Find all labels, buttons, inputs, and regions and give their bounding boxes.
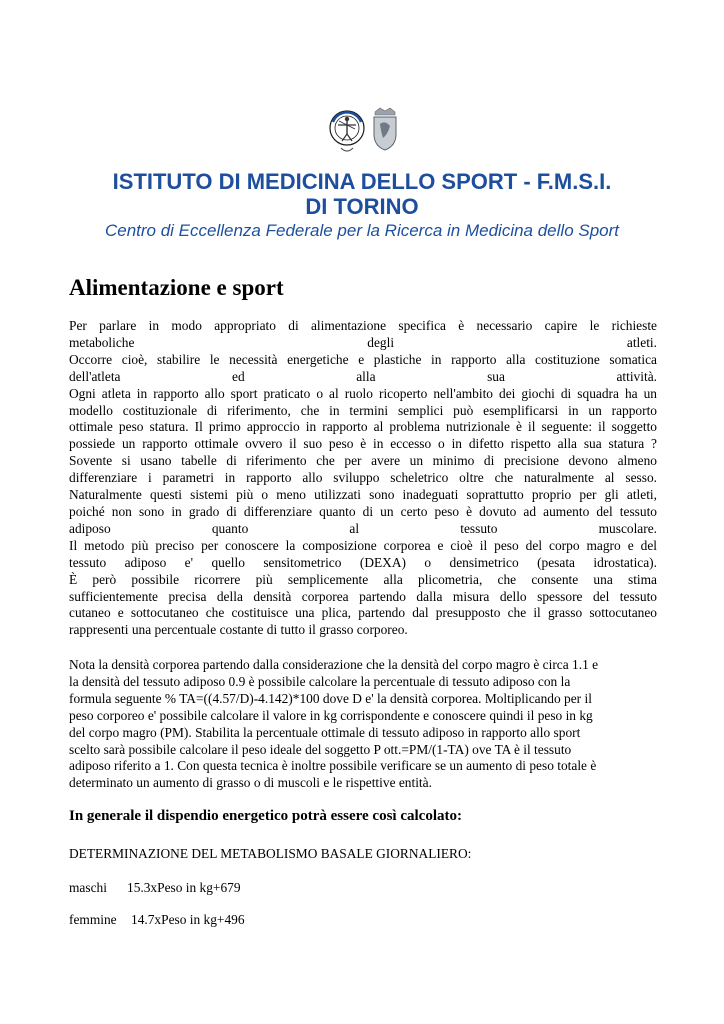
paragraph-line: È però possibile ricorrere più semplicemente alla plicometria, che consente una stima [69, 571, 657, 587]
paragraph-line: Ogni atleta in rapporto allo sport praticato o al ruolo ricoperto nell'ambito dei giochi di squadra ha un [69, 385, 657, 401]
paragraph-line: Occorre cioè, stabilire le necessità energetiche e plastiche in rapporto alla costituzione somatica [69, 351, 657, 367]
paragraph-line: Per parlare in modo appropriato di alimentazione specifica è necessario capire le richieste [69, 318, 657, 333]
paragraph-line: dell'atleta ed alla sua attività. [69, 368, 657, 384]
document-title: Alimentazione e sport [69, 275, 284, 300]
paragraph-line: scelto sarà possibile calcolare il peso ideale del soggetto P ott.=PM/(1-TA) ove TA è il tessuto [69, 741, 572, 757]
paragraph-line: determinato un aumento di grasso o di muscoli e le rispettive entità. [69, 775, 432, 791]
paragraph-line: adiposo riferito a 1. Con questa tecnica è inoltre possibile verificare se un aumento di peso totale è [69, 758, 597, 774]
institute-title-line1: ISTITUTO DI MEDICINA DELLO SPORT - F.M.S.I. [112, 169, 612, 194]
paragraph-line: modello costituzionale di riferimento, che in termini semplici può esemplificarsi in un rapporto [69, 402, 657, 418]
formula-row-female [69, 911, 245, 928]
paragraph-line: metaboliche degli atleti. [69, 334, 657, 350]
formula-label-female: femmine [69, 912, 117, 927]
paragraph-line: cutaneo e sottocutaneo che costituisce una plica, partendo dal presupposto che il grasso sottocutaneo [69, 605, 657, 621]
paragraph-density-formula [69, 657, 657, 792]
header-logos [0, 106, 724, 162]
paragraph-line: Nota la densità corporea partendo dalla considerazione che la densità del corpo magro è circa 1.1 e [69, 657, 599, 672]
paragraph-line: differenziare i parametri in rapporto allo sviluppo scheletrico oltre che naturalmente al sesso. [69, 470, 657, 486]
formula-value-female: 14.7xPeso in kg+496 [131, 912, 245, 927]
torino-crest-icon [371, 106, 399, 152]
paragraph-line: ottimale peso statura. Il primo approccio in rapporto al problema nutrizionale è il seguente: il soggetto [69, 419, 657, 435]
formula-label-male: maschi [69, 880, 107, 895]
paragraph-line: del corpo magro (PM). Stabilita la percentuale ottimale di tessuto adiposo in rapporto allo sport [69, 724, 581, 740]
paragraph-line: poiché non sono in grado di differenziare quanto di un certo peso è dovuto ad aumento del tessuto [69, 503, 657, 519]
paragraph-line: sufficientemente precisa della densità corporea partendo dalla misura dello spessore del tessuto [69, 588, 657, 604]
institute-title-line2: DI TORINO [305, 194, 419, 219]
fmsi-vitruvian-logo-icon [328, 106, 366, 156]
paragraph-line: Il metodo più preciso per conoscere la composizione corporea e cioè il peso del corpo magro e del [69, 537, 657, 553]
basal-metabolism-heading: DETERMINAZIONE DEL METABOLISMO BASALE GIORNALIERO: [69, 846, 472, 861]
paragraph-line: Sovente si usano tabelle di riferimento che per avere un minimo di precisione devono almeno [69, 453, 657, 469]
energy-expenditure-heading: In generale il dispendio energetico potrà essere così calcolato: [69, 808, 462, 824]
paragraph-line: formula seguente % TA=((4.57/D)-4.142)*100 dove D e' la densità corporea. Moltiplicando per il [69, 690, 592, 706]
formula-value-male: 15.3xPeso in kg+679 [127, 880, 241, 895]
formula-row-male [69, 879, 241, 896]
paragraph-line: possiede un rapporto ottimale ovvero il suo peso è in eccesso o in difetto rispetto alla sua statura ? [69, 436, 657, 452]
paragraph-line: tessuto adiposo e' quello sensitometrico (DEXA) o densimetrico (pesata idrostatica). [69, 554, 657, 570]
paragraph-line: Naturalmente questi sistemi più o meno utilizzati sono inadeguati soprattutto proprio per gli atleti, [69, 487, 657, 503]
paragraph-line: adiposo quanto al tessuto muscolare. [69, 520, 657, 536]
paragraph-line: rappresenti una percentuale costante di tutto il grasso corporeo. [69, 622, 408, 638]
paragraph-body-composition [69, 318, 657, 639]
paragraph-line: la densità del tessuto adiposo 0.9 è possibile calcolare la percentuale di tessuto adiposo con la [69, 673, 571, 689]
paragraph-line: peso corporeo e' possibile calcolare il valore in kg corrispondente e conoscere quindi il peso in kg [69, 707, 593, 723]
institute-subtitle: Centro di Eccellenza Federale per la Ricerca in Medicina dello Sport [104, 221, 620, 240]
